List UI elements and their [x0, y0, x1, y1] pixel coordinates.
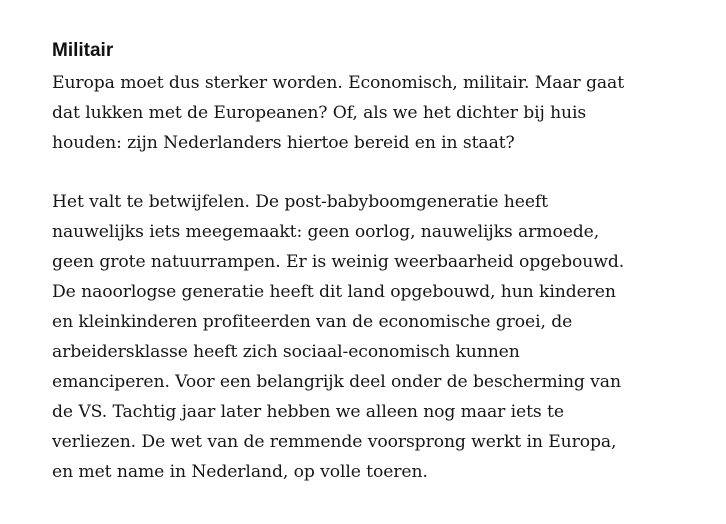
paragraph-1-line: dat lukken met de Europeanen? Of, als we het dichter bij huis [52, 103, 587, 123]
paragraph-1-line: houden: zijn Nederlanders hiertoe bereid en in staat? [52, 133, 515, 153]
paragraph-1 [52, 68, 692, 158]
paragraph-2-line: De naoorlogse generatie heeft dit land opgebouwd, hun kinderen [52, 282, 616, 302]
paragraph-2-line: nauwelijks iets meegemaakt: geen oorlog, nauwelijks armoede, [52, 222, 600, 242]
paragraph-2-line: verliezen. De wet van de remmende voorsprong werkt in Europa, [52, 432, 617, 452]
paragraph-2 [52, 187, 692, 487]
paragraph-2-line: Het valt te betwijfelen. De post-babyboomgeneratie heeft [52, 192, 548, 212]
paragraph-2-line: emanciperen. Voor een belangrijk deel onder de bescherming van [52, 372, 621, 392]
paragraph-1-line: Europa moet dus sterker worden. Economisch, militair. Maar gaat [52, 73, 625, 93]
paragraph-2-line: en met name in Nederland, op volle toeren. [52, 462, 428, 482]
paragraph-2-line: en kleinkinderen profiteerden van de economische groei, de [52, 312, 573, 332]
paragraph-2-line: arbeidersklasse heeft zich sociaal-economisch kunnen [52, 342, 520, 362]
article-body [52, 38, 692, 487]
paragraph-2-line: de VS. Tachtig jaar later hebben we alleen nog maar iets te [52, 402, 564, 422]
paragraph-2-line: geen grote natuurrampen. Er is weinig weerbaarheid opgebouwd. [52, 252, 625, 272]
section-heading: Militair [52, 40, 114, 61]
